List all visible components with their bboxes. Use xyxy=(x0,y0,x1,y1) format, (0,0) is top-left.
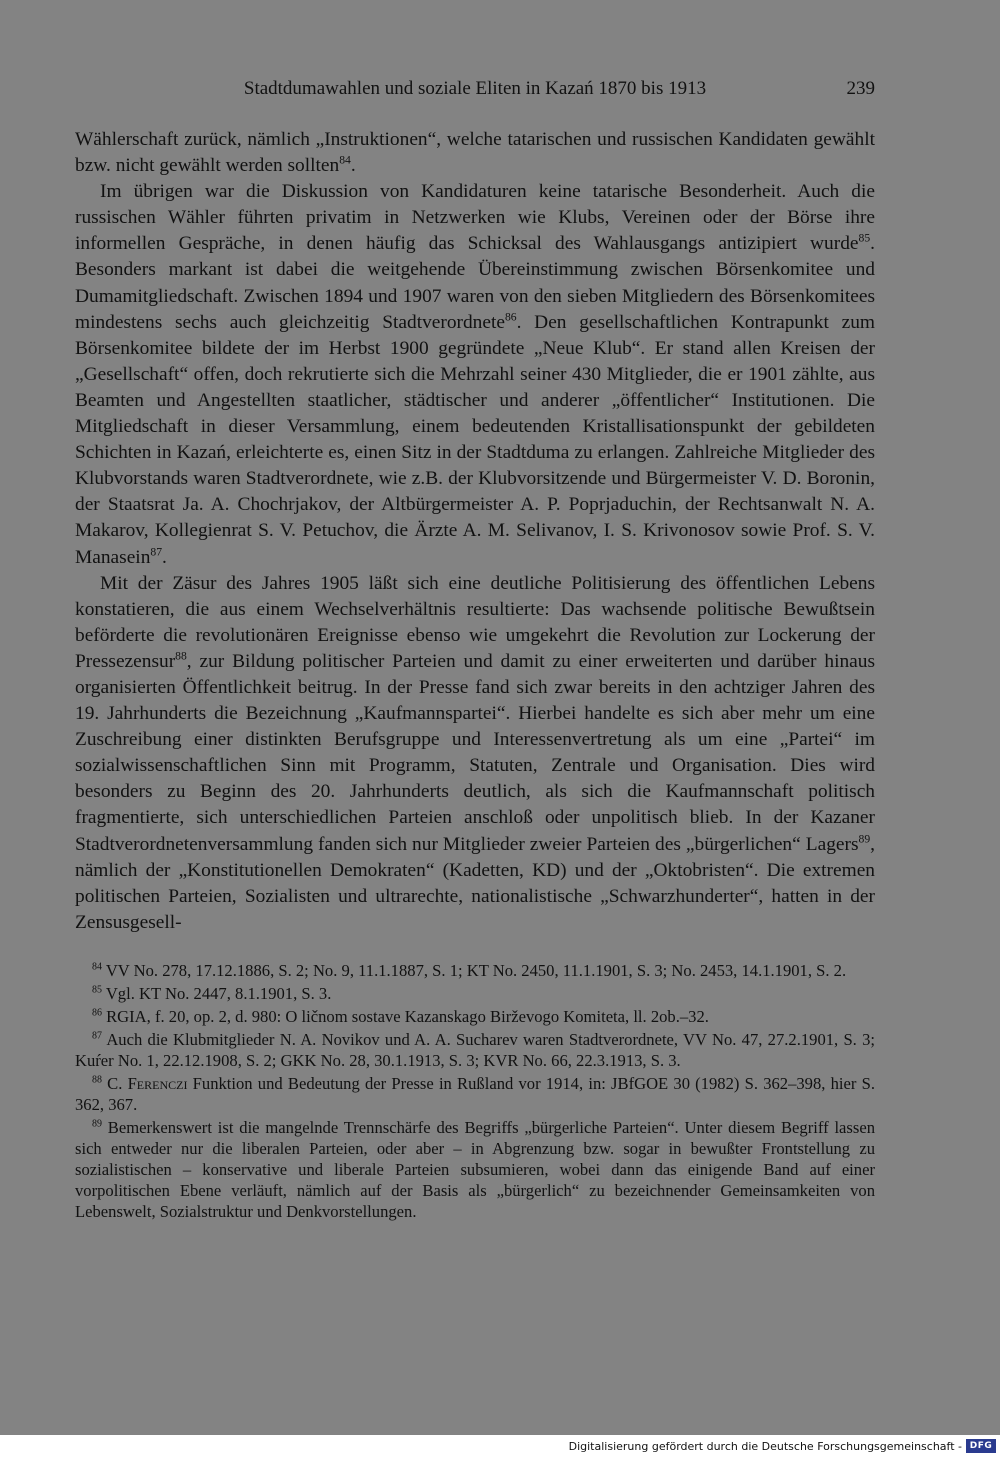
body-text xyxy=(75,127,875,936)
footnote xyxy=(75,1073,875,1115)
footnote-ref: 89 xyxy=(858,832,871,846)
page-number: 239 xyxy=(846,78,875,99)
footnote-number: 89 xyxy=(92,1118,102,1130)
text-run: . xyxy=(350,155,356,177)
footnote-number: 86 xyxy=(92,1007,102,1019)
paragraph xyxy=(75,179,875,570)
footnote xyxy=(75,983,875,1004)
text-run: , nämlich der „Konstitutionellen Demokraten“ (Kadetten, KD) und der „Oktobristen“. Die extremen politischen Parteien, Sozialisten und ultrarechte, nationalistische „Schwarzhunderter“, hatten in der Zensusgesell- xyxy=(75,833,875,933)
author-name: Ferenczi xyxy=(127,1074,188,1093)
footnote-ref: 87 xyxy=(150,545,163,559)
footnote xyxy=(75,960,875,981)
footnote xyxy=(75,1006,875,1027)
footnote-ref: 86 xyxy=(504,310,517,324)
text-run: Mit der Zäsur des Jahres 1905 läßt sich eine deutliche Politisierung des öffentlichen Lebens konstatieren, die aus einem Wechselverhältnis resultierte: Das wachsende politische Bewußtsein beförderte die revolutionären Ereignisse ebenso wie umgekehrt die Revolution zur Lockerung der Pressezensur xyxy=(75,572,875,672)
paragraph xyxy=(75,127,875,179)
text-run: . Den gesellschaftlichen Kontrapunkt zum Börsenkomitee bildete der im Herbst 1900 gegründete „Neue Klub“. Er stand allen Kreisen der „Gesellschaft“ offen, doch rekrutierte sich die Mehrzahl seiner 430 Mitglieder, die er 1901 zählte, aus Beamten und Angestellten staatlicher, städtischer und anderer „öffentlicher“ Institutionen. Die Mitgliedschaft in dieser Versammlung, einem bedeutenden Kristallisationspunkt der gebildeten Schichten in Kazań, erleichterte es, einen Sitz in der Stadtduma zu erlangen. Zahlreiche Mitglieder des Klubvorstands waren Stadtverordnete, wie z.B. der Klubvorsitzende und Bürgermeister V. D. Boronin, der Staatsrat Ja. A. Chochrjakov, der Altbürgermeister A. P. Poprjaduchin, der Rechtsanwalt N. A. Makarov, Kollegienrat S. V. Petuchov, die Ärzte A. M. Selivanov, I. S. Krivonosov sowie Prof. S. V. Manasein xyxy=(75,311,875,568)
text-run: C. xyxy=(107,1074,128,1093)
text-run: Vgl. KT No. 2447, 8.1.1901, S. 3. xyxy=(105,984,332,1003)
footnote xyxy=(75,1029,875,1071)
text-run: RGIA, f. 20, op. 2, d. 980: O ličnom sostave Kazanskago Birževogo Komiteta, ll. 2ob.–32. xyxy=(106,1007,709,1026)
dfg-credit: Digitalisierung gefördert durch die Deutsche Forschungsgemeinschaft - xyxy=(568,1440,962,1453)
footnote-ref: 85 xyxy=(858,231,871,245)
footnote-ref: 84 xyxy=(339,153,351,167)
text-run: Auch die Klubmitglieder N. A. Novikov und A. A. Sucharev waren Stadtverordnete, VV No. 47, 27.2.1901, S. 3; Kuŕer No. 1, 22.12.1908, S. 2; GKK No. 28, 30.1.1913, S. 3; KVR No. 66, 22.3.1913, S. 3. xyxy=(75,1030,876,1070)
dfg-logo: DFG xyxy=(966,1439,996,1453)
footnotes xyxy=(75,960,875,1224)
text-run: Funktion und Bedeutung der Presse in Rußland vor 1914, in: JBfGOE 30 (1982) S. 362–398, hier S. 362, 367. xyxy=(75,1074,875,1114)
footnote-number: 87 xyxy=(92,1030,102,1042)
running-title: Stadtdumawahlen und soziale Eliten in Kazań 1870 bis 1913 xyxy=(243,78,707,99)
paragraph xyxy=(75,571,875,936)
digitization-footer xyxy=(0,1435,1000,1457)
running-header xyxy=(75,76,875,102)
text-run: Im übrigen war die Diskussion von Kandidaturen keine tatarische Besonderheit. Auch die russischen Wähler führten privatim in Netzwerken wie Klubs, Vereinen oder der Börse ihre informellen Gespräche, in denen häufig das Schicksal des Wahlausgangs antizipiert wurde xyxy=(75,181,875,255)
text-run: , zur Bildung politischer Parteien und damit zu einer erweiterten und darüber hinaus organisierten Öffentlichkeit beitrug. In der Presse fand sich zwar bereits in den achtziger Jahren des 19. Jahrhunderts die Bezeichnung „Kaufmannspartei“. Hierbei handelte es sich aber mehr um eine Zuschreibung einer distinkten Berufsgruppe und Interessenvertretung als um eine „Partei“ im sozialwissenschaftlichen Sinn mit Programm, Statuten, Zentrale und Organisation. Dies wird besonders zu Beginn des 20. Jahrhunderts deutlich, als sich die Kaufmannschaft politisch fragmentierte, sich unterschiedlichen Parteien anschloß oder unpolitisch blieb. In der Kazaner Stadtverordnetenversammlung fanden sich nur Mitglieder zweier Parteien des „bürgerlichen“ Lagers xyxy=(75,650,875,855)
footnote-ref: 88 xyxy=(175,649,187,663)
footnote-number: 85 xyxy=(92,984,102,996)
text-run: Wählerschaft zurück, nämlich „Instruktionen“, welche tatarischen und russischen Kandidaten gewählt bzw. nicht gewählt werden sollten xyxy=(75,129,875,177)
footnote-number: 88 xyxy=(92,1074,102,1086)
footnote-number: 84 xyxy=(92,961,102,973)
text-run: . xyxy=(162,546,167,568)
footnote xyxy=(75,1117,875,1222)
text-run: VV No. 278, 17.12.1886, S. 2; No. 9, 11.1.1887, S. 1; KT No. 2450, 11.1.1901, S. 3; No. 2453, 14.1.1901, S. 2. xyxy=(105,961,847,980)
text-run: Bemerkenswert ist die mangelnde Trennschärfe des Begriffs „bürgerliche Parteien“. Unter diesem Begriff lassen sich entweder nur die liberalen Parteien, oder aber – in Abgrenzung bzw. sogar in bewußter Frontstellung zu sozialistischen – konservative und liberale Parteien subsumieren, wobei dann das einigende Band auf einer vorpolitischen Ebene verläuft, nämlich auf der Basis als „bürgerlich“ zu bezeichnender Gemeinsamkeiten von Lebenswelt, Sozialstruktur und Denkvorstellungen. xyxy=(75,1118,875,1221)
text-run: . Besonders markant ist dabei die weitgehende Übereinstimmung zwischen Börsenkomitee und Dumamitgliedschaft. Zwischen 1894 und 1907 waren von den sieben Mitgliedern des Börsenkomitees mindestens sechs auch gleichzeitig Stadtverordnete xyxy=(75,233,875,333)
